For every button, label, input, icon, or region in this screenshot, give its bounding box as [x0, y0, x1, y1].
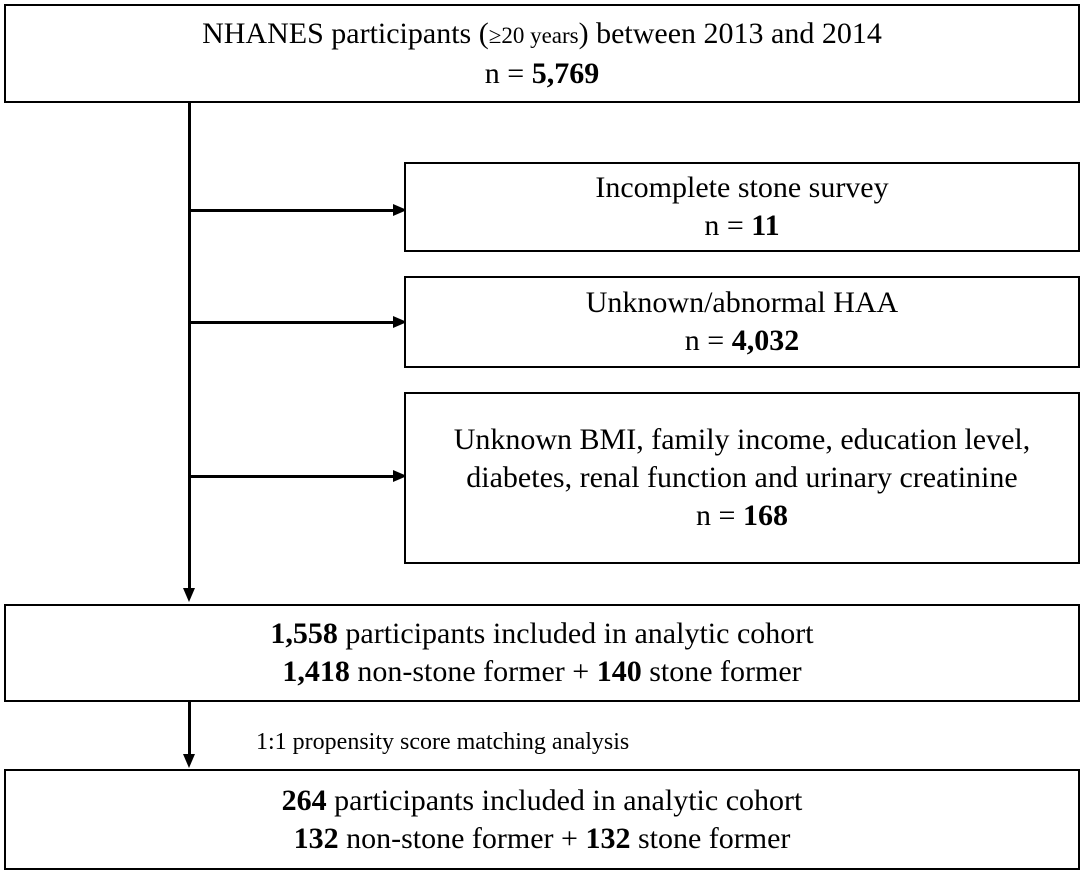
matched-cohort-box — [4, 769, 1080, 870]
source-population-title — [202, 15, 882, 55]
main-flow-arrowhead — [183, 588, 195, 602]
cohort-total-value: 1,558 — [270, 617, 338, 650]
exclusion-3-count-prefix: n = — [696, 499, 743, 532]
source-title-part1: NHANES participants ( — [202, 16, 489, 50]
cohort-non-stone-value: 1,418 — [282, 655, 350, 688]
main-flow-line — [188, 103, 191, 588]
exclusion-3-label-line2: diabetes, renal function and urinary creatinine — [466, 461, 1018, 494]
exclusion-1-connector — [189, 209, 395, 212]
exclusion-1-count-value: 11 — [751, 209, 780, 242]
analytic-cohort-box — [4, 604, 1080, 702]
exclusion-2-count-prefix: n = — [684, 324, 732, 357]
matched-cohort-total — [282, 782, 803, 820]
source-title-part2: ) between 2013 and 2014 — [578, 16, 882, 50]
matching-flow-line — [188, 702, 191, 754]
exclusion-box-unknown-covariates — [404, 392, 1080, 564]
cohort-non-stone-text: non-stone former + — [349, 655, 597, 688]
matching-step-label: 1:1 propensity score matching analysis — [256, 729, 630, 755]
exclusion-box-abnormal-haa — [404, 276, 1080, 368]
exclusion-1-count-prefix: n = — [704, 209, 752, 242]
matched-non-stone-value: 132 — [293, 821, 339, 855]
source-population-count — [485, 55, 599, 93]
source-count-value: 5,769 — [531, 56, 600, 90]
matched-stone-value: 132 — [585, 821, 631, 855]
exclusion-2-label: Unknown/abnormal HAA — [585, 286, 899, 319]
matched-total-value: 264 — [281, 783, 327, 817]
exclusion-3-label-line1: Unknown BMI, family income, education level, — [453, 423, 1031, 456]
source-population-box — [4, 4, 1080, 103]
matched-non-stone-text: non-stone former + — [338, 821, 586, 855]
exclusion-1-count — [704, 207, 779, 245]
matched-stone-text: stone former — [630, 821, 791, 855]
exclusion-3-connector — [189, 475, 395, 478]
exclusion-2-count — [685, 322, 799, 360]
source-count-prefix: n = — [484, 56, 532, 90]
exclusion-box-incomplete-survey — [404, 162, 1080, 252]
analytic-cohort-total — [270, 615, 813, 653]
exclusion-2-connector — [189, 321, 395, 324]
analytic-cohort-breakdown — [282, 653, 801, 691]
matched-total-text: participants included in analytic cohort — [326, 783, 803, 817]
exclusion-3-count — [696, 497, 788, 535]
matched-cohort-breakdown — [294, 820, 791, 858]
exclusion-2-count-value: 4,032 — [731, 324, 800, 357]
source-title-age: ≥20 years — [488, 22, 579, 48]
exclusion-3-count-value: 168 — [742, 499, 788, 532]
matching-flow-arrowhead — [183, 754, 195, 768]
cohort-stone-text: stone former — [641, 655, 802, 688]
cohort-total-text: participants included in analytic cohort — [337, 617, 814, 650]
cohort-stone-value: 140 — [596, 655, 642, 688]
exclusion-1-label: Incomplete stone survey — [595, 171, 889, 204]
